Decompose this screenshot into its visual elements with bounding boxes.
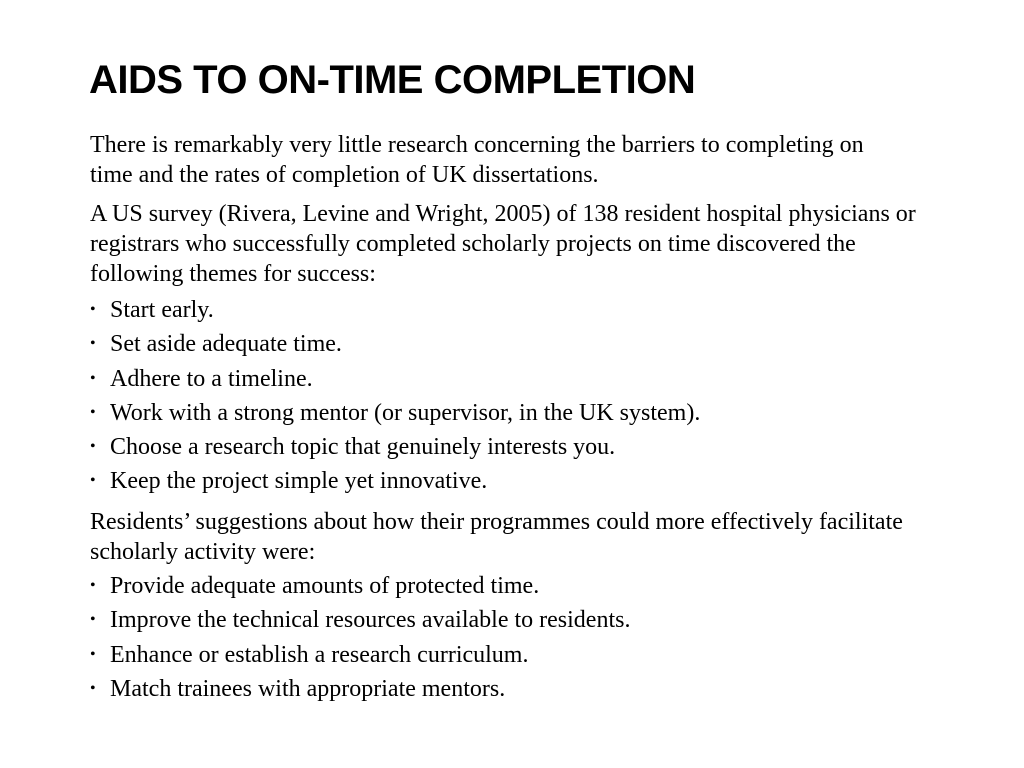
slide-title: AIDS TO ON-TIME COMPLETION [89,58,696,102]
bullet-icon: • [90,335,96,353]
bullet-icon: • [90,403,96,421]
bullet-icon: • [90,611,96,629]
list-item-text: Improve the technical resources available to residents. [110,607,631,634]
bullet-icon: • [90,645,96,663]
bullet-icon: • [90,369,96,387]
intro-paragraph: There is remarkably very little research concerning the barriers to completing on time and the rates of completion of UK dissertations. [90,132,864,188]
bullet-icon: • [90,679,96,697]
list-item-text: Enhance or establish a research curriculum. [110,641,529,668]
list-item-text: Match trainees with appropriate mentors. [110,675,506,702]
list-item-text: Provide adequate amounts of protected time. [110,573,540,599]
list-item [88,466,700,500]
success-themes-list [88,295,700,501]
list-item [88,605,630,639]
survey-paragraph: A US survey (Rivera, Levine and Wright, 2005) of 138 resident hospital physicians or registrars who successfully completed scholarly projects on time discovered the following themes for success: [90,201,916,287]
list-item [88,295,700,329]
list-item [88,674,630,708]
list-item [88,432,700,466]
list-item [88,571,630,605]
list-item [88,329,700,363]
list-item-text: Choose a research topic that genuinely interests you. [110,434,616,461]
list-item-text: Work with a strong mentor (or supervisor, in the UK system). [110,399,701,426]
list-item [88,364,700,398]
residents-paragraph: Residents’ suggestions about how their programmes could more effectively facilitate scholarly activity were: [90,509,903,565]
bullet-icon: • [90,577,96,594]
suggestions-list [88,571,630,708]
bullet-icon: • [90,301,96,318]
list-item-text: Start early. [110,297,214,323]
list-item-text: Keep the project simple yet innovative. [110,468,488,495]
bullet-icon: • [90,472,96,490]
list-item-text: Adhere to a timeline. [110,365,313,392]
list-item [88,640,630,674]
list-item [88,398,700,432]
bullet-icon: • [90,438,96,456]
list-item-text: Set aside adequate time. [110,331,342,358]
